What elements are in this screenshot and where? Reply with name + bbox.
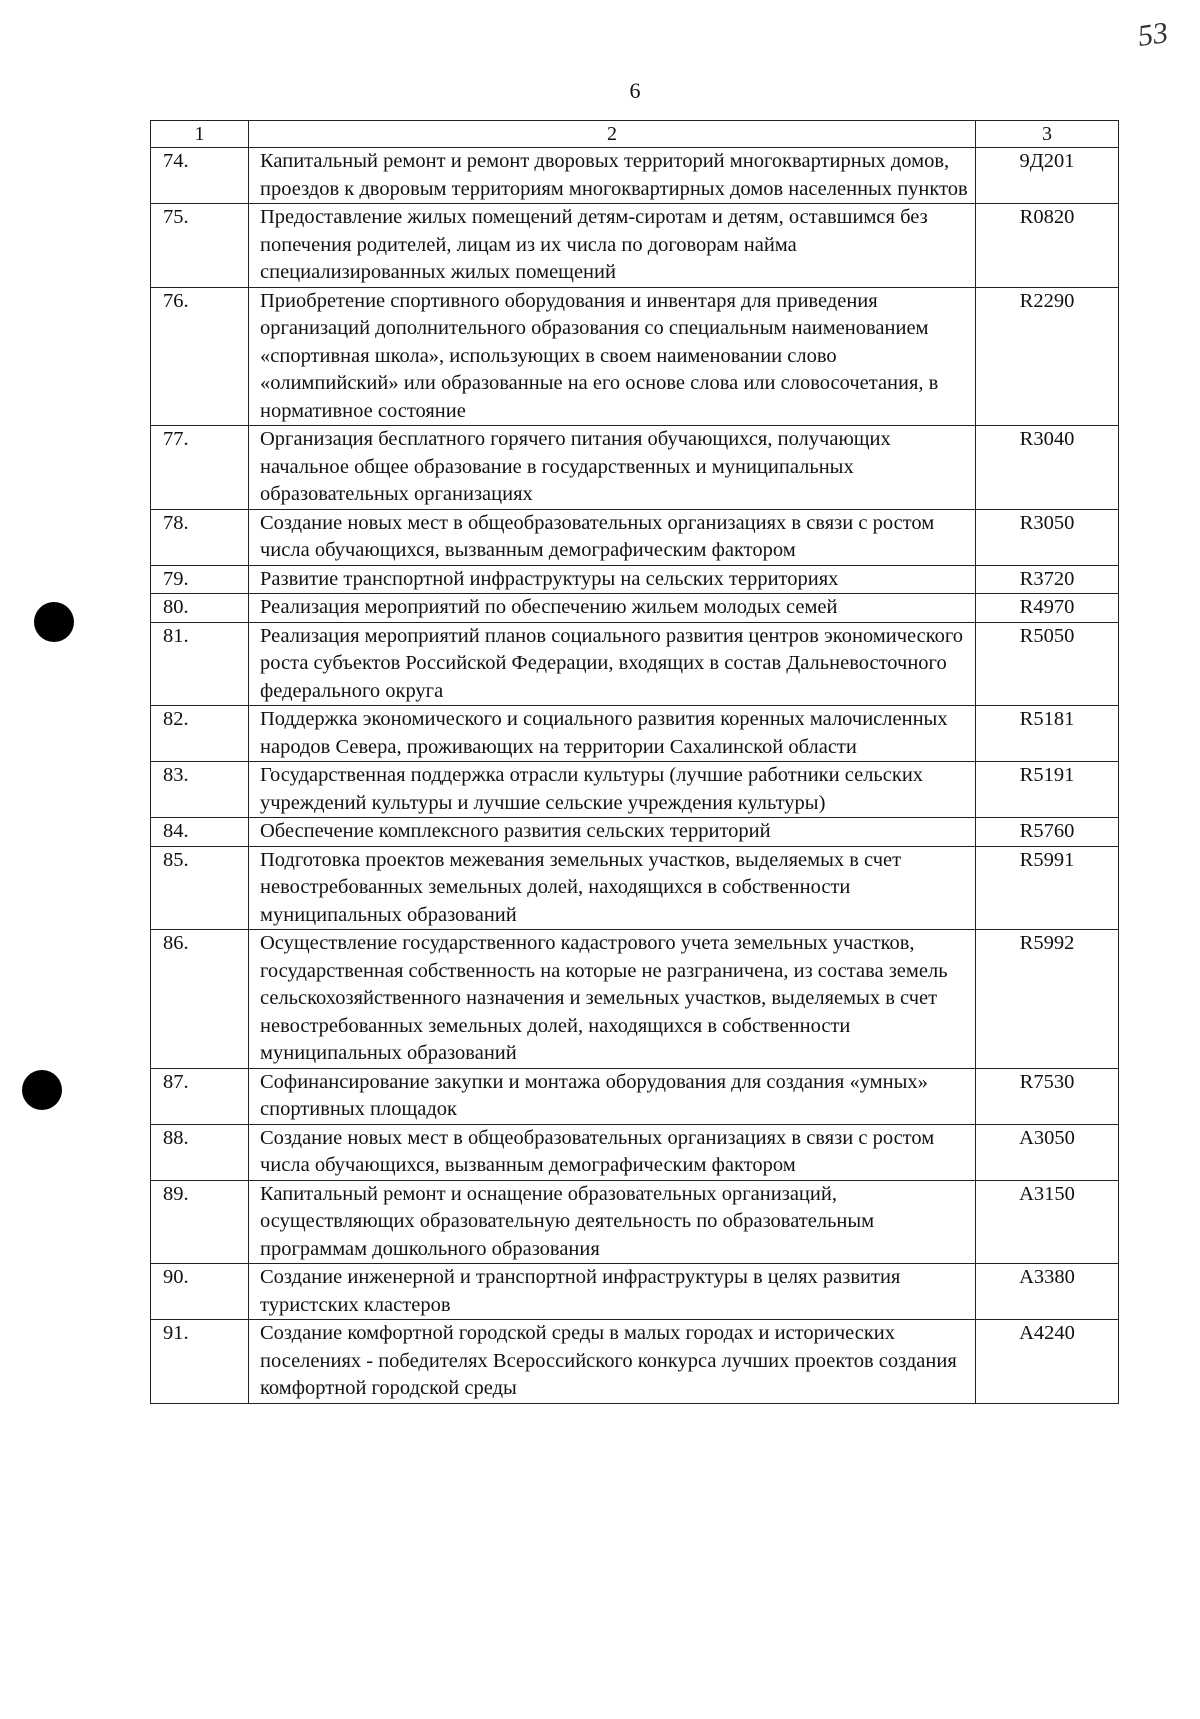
row-description: Развитие транспортной инфраструктуры на сельских территориях — [249, 565, 976, 594]
table-row — [151, 622, 1119, 706]
table-header-row — [151, 121, 1119, 148]
punch-hole — [34, 602, 74, 642]
row-code: R5181 — [976, 706, 1119, 762]
row-number: 74. — [151, 148, 249, 204]
row-number: 91. — [151, 1320, 249, 1404]
row-description: Капитальный ремонт и ремонт дворовых территорий многоквартирных домов, проездов к дворовым территориям многоквартирных домов населенных пунктов — [249, 148, 976, 204]
row-number: 90. — [151, 1264, 249, 1320]
row-code: A3050 — [976, 1124, 1119, 1180]
row-code: R3050 — [976, 509, 1119, 565]
row-number: 87. — [151, 1068, 249, 1124]
table-row — [151, 426, 1119, 510]
row-description: Обеспечение комплексного развития сельских территорий — [249, 818, 976, 847]
row-code: A4240 — [976, 1320, 1119, 1404]
table-row — [151, 706, 1119, 762]
row-number: 81. — [151, 622, 249, 706]
row-number: 79. — [151, 565, 249, 594]
row-description: Государственная поддержка отрасли культуры (лучшие работники сельских учреждений культуры и лучшие сельские учреждения культуры) — [249, 762, 976, 818]
table-row — [151, 762, 1119, 818]
row-number: 88. — [151, 1124, 249, 1180]
row-number: 83. — [151, 762, 249, 818]
row-code: R5991 — [976, 846, 1119, 930]
table-row — [151, 509, 1119, 565]
table-row — [151, 594, 1119, 623]
row-description: Подготовка проектов межевания земельных участков, выделяемых в счет невостребованных земельных долей, находящихся в собственности муниципальных образований — [249, 846, 976, 930]
row-code: R0820 — [976, 204, 1119, 288]
table-row — [151, 148, 1119, 204]
row-code: R7530 — [976, 1068, 1119, 1124]
table-body — [151, 148, 1119, 1404]
row-description: Капитальный ремонт и оснащение образовательных организаций, осуществляющих образовательную деятельность по образовательным программам дошкольного образования — [249, 1180, 976, 1264]
row-number: 86. — [151, 930, 249, 1069]
table-row — [151, 1264, 1119, 1320]
row-number: 80. — [151, 594, 249, 623]
row-description: Реализация мероприятий по обеспечению жильем молодых семей — [249, 594, 976, 623]
row-description: Создание новых мест в общеобразовательных организациях в связи с ростом числа обучающихся, вызванным демографическим фактором — [249, 509, 976, 565]
row-description: Организация бесплатного горячего питания обучающихся, получающих начальное общее образование в государственных и муниципальных образовательных организациях — [249, 426, 976, 510]
row-description: Создание новых мест в общеобразовательных организациях в связи с ростом числа обучающихся, вызванным демографическим фактором — [249, 1124, 976, 1180]
table-row — [151, 204, 1119, 288]
table-row — [151, 565, 1119, 594]
budget-codes-table — [150, 120, 1119, 1404]
row-number: 75. — [151, 204, 249, 288]
row-number: 77. — [151, 426, 249, 510]
row-code: R3720 — [976, 565, 1119, 594]
row-code: R5050 — [976, 622, 1119, 706]
row-description: Приобретение спортивного оборудования и инвентаря для приведения организаций дополнительного образования со специальным наименованием «спортивная школа», использующих в своем наименовании слово «олимпийский» или образованные на его основе слова или словосочетания, в нормативное состояние — [249, 287, 976, 426]
row-description: Реализация мероприятий планов социального развития центров экономического роста субъектов Российской Федерации, входящих в состав Дальневосточного федерального округа — [249, 622, 976, 706]
table-row — [151, 1068, 1119, 1124]
row-code: R4970 — [976, 594, 1119, 623]
row-number: 78. — [151, 509, 249, 565]
row-description: Поддержка экономического и социального развития коренных малочисленных народов Севера, проживающих на территории Сахалинской области — [249, 706, 976, 762]
row-description: Софинансирование закупки и монтажа оборудования для создания «умных» спортивных площадок — [249, 1068, 976, 1124]
row-code: R2290 — [976, 287, 1119, 426]
table-row — [151, 287, 1119, 426]
column-header: 3 — [976, 121, 1119, 148]
table-row — [151, 1320, 1119, 1404]
row-code: R3040 — [976, 426, 1119, 510]
row-number: 84. — [151, 818, 249, 847]
row-number: 82. — [151, 706, 249, 762]
row-number: 76. — [151, 287, 249, 426]
column-header: 1 — [151, 121, 249, 148]
table-row — [151, 818, 1119, 847]
row-code: A3150 — [976, 1180, 1119, 1264]
row-code: A3380 — [976, 1264, 1119, 1320]
row-number: 89. — [151, 1180, 249, 1264]
row-code: R5760 — [976, 818, 1119, 847]
row-code: R5992 — [976, 930, 1119, 1069]
row-number: 85. — [151, 846, 249, 930]
table-row — [151, 1180, 1119, 1264]
row-code: R5191 — [976, 762, 1119, 818]
row-description: Осуществление государственного кадастрового учета земельных участков, государственная собственность на которые не разграничена, из состава земель сельскохозяйственного назначения и земельных участков, выделяемых в счет невостребованных земельных долей, находящихся в собственности муниципальных образований — [249, 930, 976, 1069]
table-row — [151, 846, 1119, 930]
punch-hole — [22, 1070, 62, 1110]
column-header: 2 — [249, 121, 976, 148]
row-description: Предоставление жилых помещений детям-сиротам и детям, оставшимся без попечения родителей, лицам из их числа по договорам найма специализированных жилых помещений — [249, 204, 976, 288]
row-code: 9Д201 — [976, 148, 1119, 204]
table-row — [151, 930, 1119, 1069]
row-description: Создание инженерной и транспортной инфраструктуры в целях развития туристских кластеров — [249, 1264, 976, 1320]
page-number: 6 — [629, 78, 641, 103]
handwritten-sheet-number: 53 — [1135, 16, 1171, 53]
row-description: Создание комфортной городской среды в малых городах и исторических поселениях - победителях Всероссийского конкурса лучших проектов создания комфортной городской среды — [249, 1320, 976, 1404]
table-row — [151, 1124, 1119, 1180]
